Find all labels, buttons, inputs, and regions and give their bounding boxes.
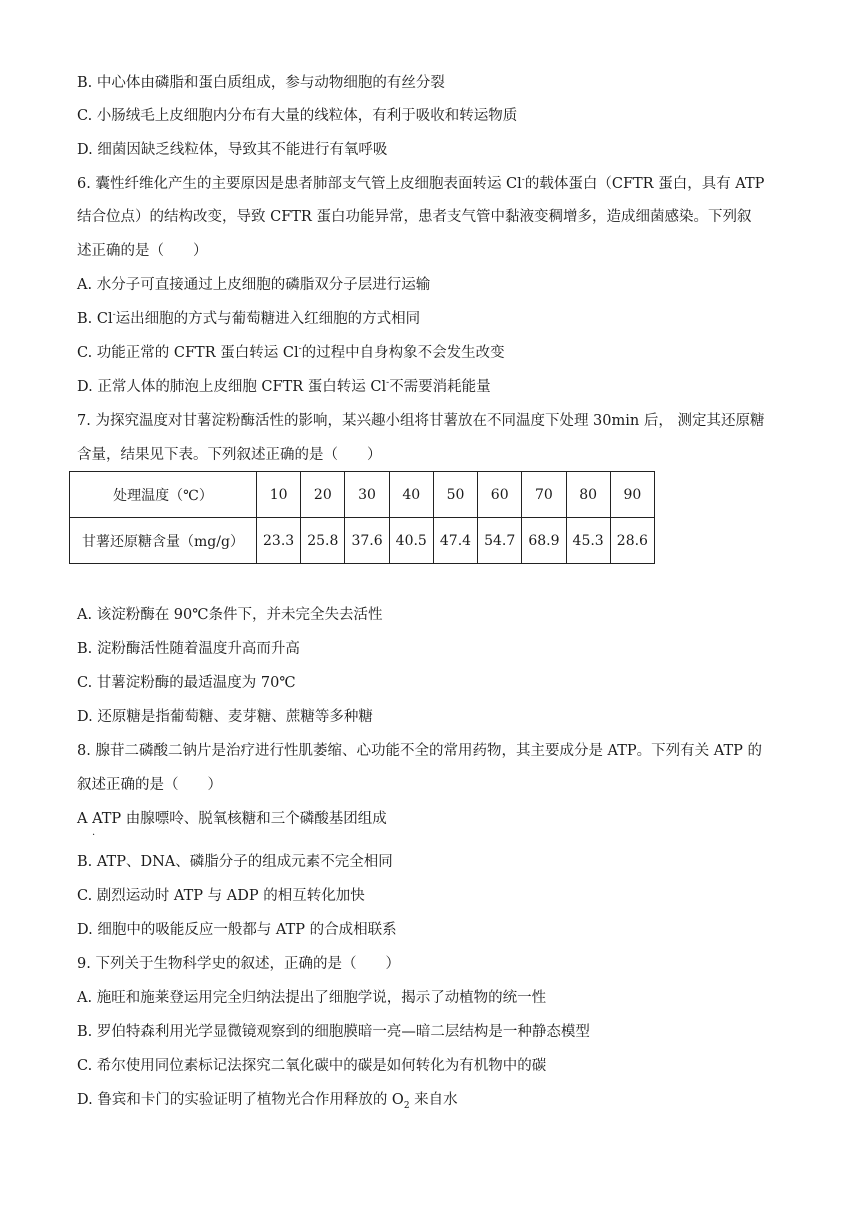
table-cell: 80 bbox=[566, 472, 610, 518]
table-cell: 40.5 bbox=[389, 518, 433, 564]
q6-stem-line-1 bbox=[77, 174, 787, 194]
table-cell: 37.6 bbox=[345, 518, 389, 564]
q7-stem-line-2: 含量，结果见下表。下列叙述正确的是（ ） bbox=[77, 447, 382, 463]
q5-option-c: C. 小肠绒毛上皮细胞内分布有大量的线粒体，有利于吸收和转运物质 bbox=[77, 108, 518, 124]
chloride-superscript: - bbox=[298, 344, 302, 355]
stray-dot: . bbox=[92, 827, 96, 838]
q6d-text: D. 正常人体的肺泡上皮细胞 CFTR 蛋白转运 Cl bbox=[77, 379, 387, 395]
q9-stem: 9. 下列关于生物科学史的叙述，正确的是（ ） bbox=[77, 956, 400, 972]
table-cell: 10 bbox=[257, 472, 301, 518]
table-cell: 70 bbox=[522, 472, 566, 518]
q6-stem-text-cont: 的载体蛋白（CFTR 蛋白，具有 ATP bbox=[524, 176, 765, 192]
chloride-superscript: - bbox=[521, 175, 525, 186]
q7-stem-line-1: 7. 为探究温度对甘薯淀粉酶活性的影响，某兴趣小组将甘薯放在不同温度下处理 30min 后， 测定其还原糖 bbox=[77, 413, 765, 429]
chloride-superscript: - bbox=[386, 378, 390, 389]
table-cell: 30 bbox=[345, 472, 389, 518]
temperature-sugar-table bbox=[69, 471, 655, 564]
table-cell: 47.4 bbox=[433, 518, 477, 564]
q9-option-a: A. 施旺和施莱登运用完全归纳法提出了细胞学说，揭示了动植物的统一性 bbox=[77, 990, 547, 1006]
table-cell: 23.3 bbox=[257, 518, 301, 564]
q7-option-b: B. 淀粉酶活性随着温度升高而升高 bbox=[77, 641, 300, 657]
q5-option-b: B. 中心体由磷脂和蛋白质组成，参与动物细胞的有丝分裂 bbox=[77, 75, 445, 91]
q9-option-b: B. 罗伯特森利用光学显微镜观察到的细胞膜暗一亮—暗二层结构是一种静态模型 bbox=[77, 1024, 590, 1040]
chloride-superscript: - bbox=[112, 310, 116, 321]
oxygen-subscript: 2 bbox=[403, 1100, 410, 1111]
table-cell: 60 bbox=[478, 472, 522, 518]
table-row-temperature bbox=[70, 472, 655, 518]
table-cell: 90 bbox=[610, 472, 654, 518]
q6-stem-line-3: 述正确的是（ ） bbox=[77, 243, 208, 259]
q8-option-d: D. 细胞中的吸能反应一般都与 ATP 的合成相联系 bbox=[77, 922, 397, 938]
q9-option-d bbox=[77, 1090, 787, 1110]
q7-option-a: A. 该淀粉酶在 90℃条件下，并未完全失去活性 bbox=[77, 607, 383, 623]
table-cell: 20 bbox=[301, 472, 345, 518]
q6d-text-cont: 不需要消耗能量 bbox=[389, 379, 491, 395]
table-cell: 45.3 bbox=[566, 518, 610, 564]
q6-stem-line-2: 结合位点）的结构改变，导致 CFTR 蛋白功能异常，患者支气管中黏液变稠增多，造成细菌感染。下列叙 bbox=[77, 209, 752, 225]
q8-stem-line-1: 8. 腺苷二磷酸二钠片是治疗进行性肌萎缩、心功能不全的常用药物，其主要成分是 ATP。下列有关 ATP 的 bbox=[77, 743, 762, 759]
table-cell: 50 bbox=[433, 472, 477, 518]
table-cell: 25.8 bbox=[301, 518, 345, 564]
table-cell: 54.7 bbox=[478, 518, 522, 564]
q6b-text: B. Cl bbox=[77, 311, 113, 327]
q9d-text-cont: 来自水 bbox=[409, 1092, 458, 1108]
q6c-text-cont: 的过程中自身构象不会发生改变 bbox=[301, 345, 505, 361]
table-cell: 68.9 bbox=[522, 518, 566, 564]
q6-option-c bbox=[77, 343, 787, 363]
q8-option-a: A ATP 由腺嘌呤、脱氧核糖和三个磷酸基团组成 bbox=[77, 811, 387, 827]
q6-option-a: A. 水分子可直接通过上皮细胞的磷脂双分子层进行运输 bbox=[77, 277, 431, 293]
q8-option-c: C. 剧烈运动时 ATP 与 ADP 的相互转化加快 bbox=[77, 888, 365, 904]
q6-option-d bbox=[77, 377, 787, 397]
q6c-text: C. 功能正常的 CFTR 蛋白转运 Cl bbox=[77, 345, 299, 361]
table-cell: 40 bbox=[389, 472, 433, 518]
q9-option-c: C. 希尔使用同位素标记法探究二氧化碳中的碳是如何转化为有机物中的碳 bbox=[77, 1058, 547, 1074]
q7-option-d: D. 还原糖是指葡萄糖、麦芽糖、蔗糖等多种糖 bbox=[77, 709, 373, 725]
q9d-text: D. 鲁宾和卡门的实验证明了植物光合作用释放的 O bbox=[77, 1092, 404, 1108]
q6-stem-text: 6. 囊性纤维化产生的主要原因是患者肺部支气管上皮细胞表面转运 Cl bbox=[77, 176, 522, 192]
table-cell: 28.6 bbox=[610, 518, 654, 564]
q5-option-d: D. 细菌因缺乏线粒体，导致其不能进行有氧呼吸 bbox=[77, 142, 388, 158]
q7-option-c: C. 甘薯淀粉酶的最适温度为 70℃ bbox=[77, 675, 296, 691]
q8-option-b: B. ATP、DNA、磷脂分子的组成元素不完全相同 bbox=[77, 854, 393, 870]
q6b-text-cont: 运出细胞的方式与葡萄糖进入红细胞的方式相同 bbox=[115, 311, 421, 327]
table-header-sugar: 甘薯还原糖含量（mg/g） bbox=[70, 518, 257, 564]
q8-stem-line-2: 叙述正确的是（ ） bbox=[77, 777, 222, 793]
q6-option-b bbox=[77, 309, 787, 329]
table-row-sugar bbox=[70, 518, 655, 564]
table-header-temperature: 处理温度（℃） bbox=[70, 472, 257, 518]
